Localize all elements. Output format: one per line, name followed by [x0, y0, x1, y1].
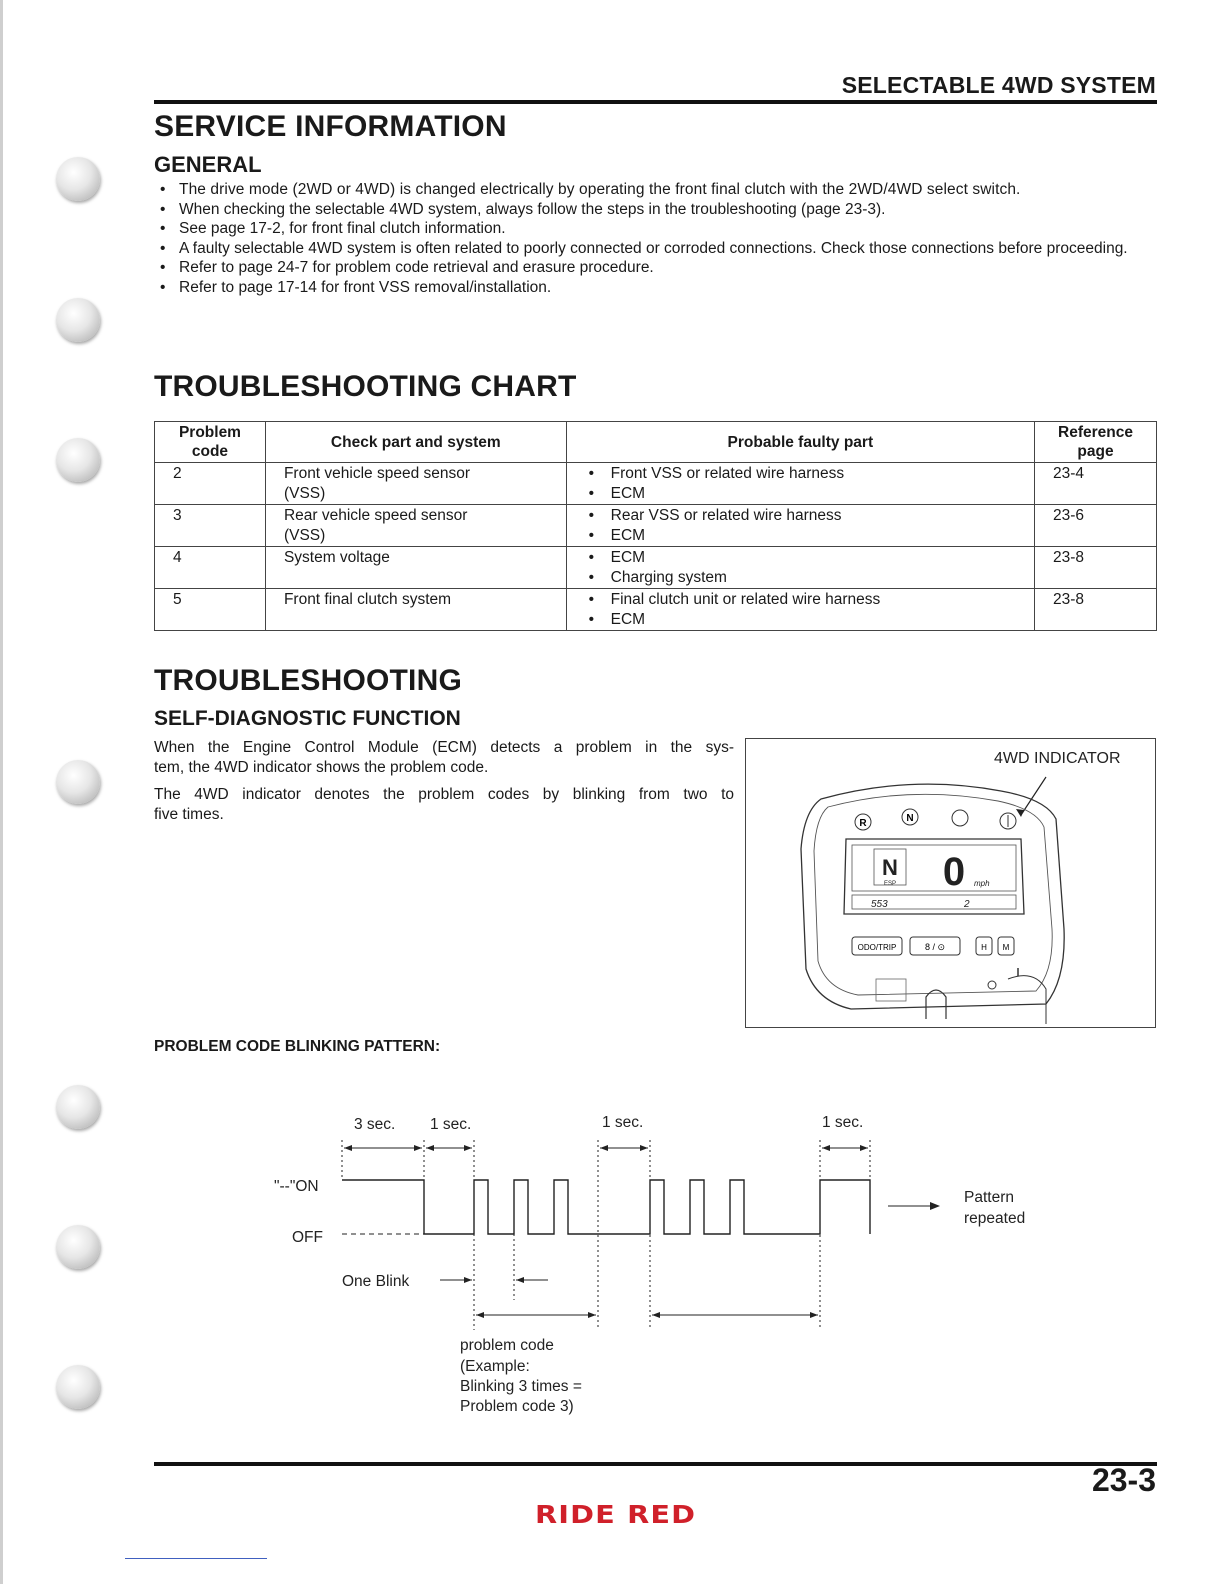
left-edge-shadow: [0, 0, 3, 1584]
binder-hole: [56, 1365, 100, 1409]
cell-check: Front vehicle speed sensor (VSS): [265, 463, 566, 505]
cell-check: System voltage: [265, 547, 566, 589]
cell-check: Front final clutch system: [265, 589, 566, 631]
hour-label: H: [981, 943, 987, 952]
timing-3sec-label: 3 sec.: [354, 1116, 396, 1133]
footer-rule: [154, 1462, 1157, 1466]
part-item: • ECM: [585, 484, 1034, 504]
problem-code-note: problem code: [460, 1337, 554, 1354]
part-item: • ECM: [585, 610, 1034, 630]
bullet-item: • Refer to page 17-14 for front VSS removal/installation.: [160, 278, 1160, 298]
bullet-item: • Refer to page 24-7 for problem code retrieval and erasure procedure.: [160, 258, 1160, 278]
part-item: • Charging system: [585, 568, 1034, 588]
arrow-head-icon: [860, 1145, 868, 1151]
troubleshooting-table: [154, 421, 1157, 631]
self-diagnostic-paragraph-2: [154, 785, 744, 824]
cell-code: 4: [155, 547, 266, 589]
indicator-figure: [745, 738, 1156, 1028]
display-unit: mph: [974, 879, 990, 888]
binder-hole: [56, 438, 100, 482]
part-item: • ECM: [585, 548, 1034, 568]
arrow-head-icon: [476, 1312, 484, 1318]
arrow-head-icon: [426, 1145, 434, 1151]
arrow-head-icon: [344, 1145, 352, 1151]
timing-1sec-label: 1 sec.: [430, 1116, 472, 1133]
table-row: [155, 589, 1157, 631]
handlebar-edge: [1008, 976, 1046, 1024]
display-speed: 0: [942, 850, 966, 894]
arrow-head-icon: [516, 1277, 524, 1283]
on-label: "--"ON: [274, 1178, 319, 1195]
minute-label: M: [1002, 943, 1010, 952]
blink-pattern-heading: PROBLEM CODE BLINKING PATTERN:: [154, 1038, 441, 1055]
problem-code-note: (Example:: [460, 1358, 530, 1375]
troubleshooting-chart-heading: TROUBLESHOOTING CHART: [154, 370, 577, 403]
cell-parts: [566, 589, 1034, 631]
pattern-repeated-label: repeated: [964, 1210, 1026, 1227]
col-header-problem-code: Problem code: [155, 422, 266, 463]
part-item: • Rear VSS or related wire harness: [585, 506, 1034, 526]
cell-code: 3: [155, 505, 266, 547]
indicator-label: 4WD INDICATOR: [994, 750, 1121, 767]
para-line: The 4WD indicator denotes the problem codes by blinking from two to: [154, 786, 734, 803]
cell-page: 23-8: [1035, 547, 1157, 589]
lcd-screen: [852, 845, 1016, 891]
one-blink-label: One Blink: [342, 1273, 410, 1290]
display-gear-sub: ESP: [883, 881, 897, 887]
col-header-faulty-part: Probable faulty part: [566, 422, 1034, 463]
display-odo: 553: [871, 899, 888, 910]
binder-hole: [56, 1225, 100, 1269]
bullet-item: • The drive mode (2WD or 4WD) is changed electrically by operating the front final clutch with the 2WD/4WD select switch.: [160, 180, 1160, 200]
para-line: When the Engine Control Module (ECM) detects a problem in the sys-: [154, 739, 734, 756]
waveform-line: [342, 1180, 870, 1234]
arrow-head-icon: [652, 1312, 660, 1318]
instrument-cluster-illustration: [746, 739, 1157, 1029]
bullet-item: • See page 17-2, for front final clutch information.: [160, 219, 1160, 239]
table-header-row: [155, 422, 1157, 463]
general-bullet-list: [160, 180, 1160, 297]
cell-parts: [566, 547, 1034, 589]
part-item: • Final clutch unit or related wire harness: [585, 590, 1034, 610]
cell-parts: [566, 463, 1034, 505]
cell-check: Rear vehicle speed sensor (VSS): [265, 505, 566, 547]
display-trip: 2: [964, 899, 970, 910]
general-heading: GENERAL: [154, 152, 262, 177]
pattern-repeated-label: Pattern: [964, 1189, 1014, 1206]
para-line: tem, the 4WD indicator shows the problem code.: [154, 758, 489, 776]
cell-parts: [566, 505, 1034, 547]
arrow-head-icon: [810, 1312, 818, 1318]
part-item: • ECM: [585, 526, 1034, 546]
odo-trip-label: ODO/TRIP: [857, 943, 897, 952]
lamp-n-label: N: [906, 813, 914, 824]
brand-watermark: RIDE RED: [535, 1500, 697, 1529]
clock-label: 8 / ⊙: [924, 942, 946, 952]
switch-o-icon: [988, 981, 996, 989]
troubleshooting-heading: TROUBLESHOOTING: [154, 664, 462, 697]
col-header-reference-page: Reference page: [1035, 422, 1157, 463]
table-row: [155, 547, 1157, 589]
cell-code: 2: [155, 463, 266, 505]
arrow-head-icon: [600, 1145, 608, 1151]
table-row: [155, 463, 1157, 505]
self-diagnostic-heading: SELF-DIAGNOSTIC FUNCTION: [154, 707, 461, 730]
oil-lamp-icon: [952, 810, 968, 826]
binder-hole: [56, 157, 100, 201]
arrow-head-icon: [822, 1145, 830, 1151]
cable-connector: [926, 990, 946, 1019]
lamp-r-label: R: [859, 818, 867, 829]
bottom-link-underline: [125, 1558, 267, 1559]
part-item: • Front VSS or related wire harness: [585, 464, 1034, 484]
arrow-head-icon: [930, 1202, 940, 1210]
para-line: five times.: [154, 805, 224, 823]
header-rule: [154, 100, 1157, 104]
bullet-item: • A faulty selectable 4WD system is often related to poorly connected or corroded connections. Check those connections before proceeding.: [160, 239, 1160, 259]
section-title: SELECTABLE 4WD SYSTEM: [841, 72, 1156, 98]
problem-code-note: Blinking 3 times =: [460, 1378, 582, 1395]
col-header-check-part: Check part and system: [265, 422, 566, 463]
arrow-head-icon: [588, 1312, 596, 1318]
cell-page: 23-4: [1035, 463, 1157, 505]
problem-code-note: Problem code 3): [460, 1398, 574, 1415]
self-diagnostic-paragraph-1: [154, 738, 744, 777]
arrow-head-icon: [464, 1277, 472, 1283]
cell-code: 5: [155, 589, 266, 631]
arrow-head-icon: [464, 1145, 472, 1151]
off-label: OFF: [292, 1229, 323, 1246]
timing-1sec-label: 1 sec.: [822, 1114, 864, 1131]
binder-hole: [56, 760, 100, 804]
timing-1sec-label: 1 sec.: [602, 1114, 644, 1131]
table-row: [155, 505, 1157, 547]
binder-hole: [56, 298, 100, 342]
binder-hole: [56, 1085, 100, 1129]
cluster-mount: [876, 979, 906, 1001]
page-number: 23-3: [1091, 1462, 1156, 1498]
bullet-item: • When checking the selectable 4WD system, always follow the steps in the troubleshooting (page 23-3).: [160, 200, 1160, 220]
service-information-heading: SERVICE INFORMATION: [154, 110, 507, 143]
arrow-head-icon: [640, 1145, 648, 1151]
cell-page: 23-6: [1035, 505, 1157, 547]
arrow-head-icon: [414, 1145, 422, 1151]
cell-page: 23-8: [1035, 589, 1157, 631]
blink-pattern-diagram: [250, 1100, 1070, 1430]
display-gear: N: [882, 855, 898, 880]
